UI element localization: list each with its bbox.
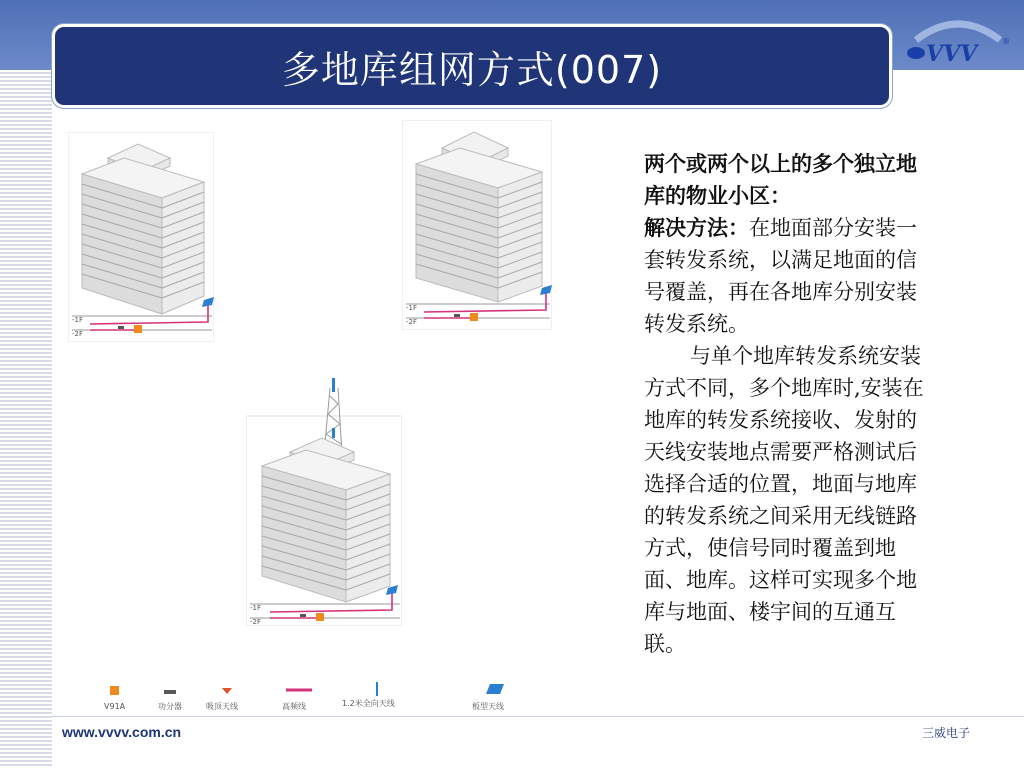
- solution-label: 解决方法：: [644, 215, 749, 240]
- legend-label: 板型天线: [472, 702, 504, 711]
- building-illustration-1: [68, 132, 214, 342]
- floor-label-b1: -1F: [406, 304, 418, 312]
- legend-label: 功分器: [158, 702, 182, 711]
- logo-registered-mark: ®: [1002, 37, 1010, 46]
- floor-label-b2: -2F: [250, 618, 262, 626]
- legend-label: V91A: [104, 702, 126, 711]
- legend-label: 高频线: [282, 702, 306, 711]
- floor-label-b1: -1F: [72, 316, 84, 324]
- equipment-legend: [102, 682, 542, 718]
- solution-text: 在地面部分安装一套转发系统，以满足地面的信号覆盖，再在各地库分别安装转发系统。: [644, 216, 917, 336]
- building-illustration-3: [246, 376, 402, 626]
- footer-company-name: 三威电子: [922, 726, 971, 740]
- vvvv-logo: [902, 12, 1014, 70]
- legend-item-panel-antenna: [472, 684, 504, 711]
- floor-label-b2: -2F: [72, 330, 84, 338]
- title-box: [52, 24, 892, 108]
- description-heading: 两个或两个以上的多个独立地库的物业小区：: [644, 151, 917, 208]
- detail-text: 与单个地库转发系统安装方式不同，多个地库时,安装在地库的转发系统接收、发射的天线安装地点需要严格测试后选择合适的位置，地面与地库的转发系统之间采用无线链路方式，使信号同时覆盖到地面、地库。这样可实现多个地库与地面、楼宇间的互通互联。: [644, 344, 924, 656]
- slide-title: 多地库组网方式(007): [281, 47, 663, 92]
- footer-divider: [52, 716, 1024, 717]
- legend-label: 吸顶天线: [206, 702, 238, 711]
- footer-url: www.vvvv.com.cn: [62, 724, 182, 740]
- legend-item-splitter: [158, 690, 182, 711]
- legend-label: 1.2米全向天线: [342, 699, 395, 708]
- detail-paragraph: [644, 340, 930, 660]
- legend-item-repeater: [104, 686, 126, 711]
- floor-label-b2: -2F: [406, 318, 418, 326]
- floor-label-b1: -1F: [250, 604, 262, 612]
- legend-item-cable: [282, 690, 312, 711]
- building-illustration-2: [402, 120, 552, 330]
- legend-item-ceiling-antenna: [206, 688, 238, 711]
- description-text: [644, 148, 930, 660]
- solution-paragraph: [644, 212, 930, 340]
- legend-item-omni-antenna: [342, 682, 395, 708]
- left-stripe-decoration: [0, 70, 52, 768]
- logo-text: VVV: [926, 41, 978, 67]
